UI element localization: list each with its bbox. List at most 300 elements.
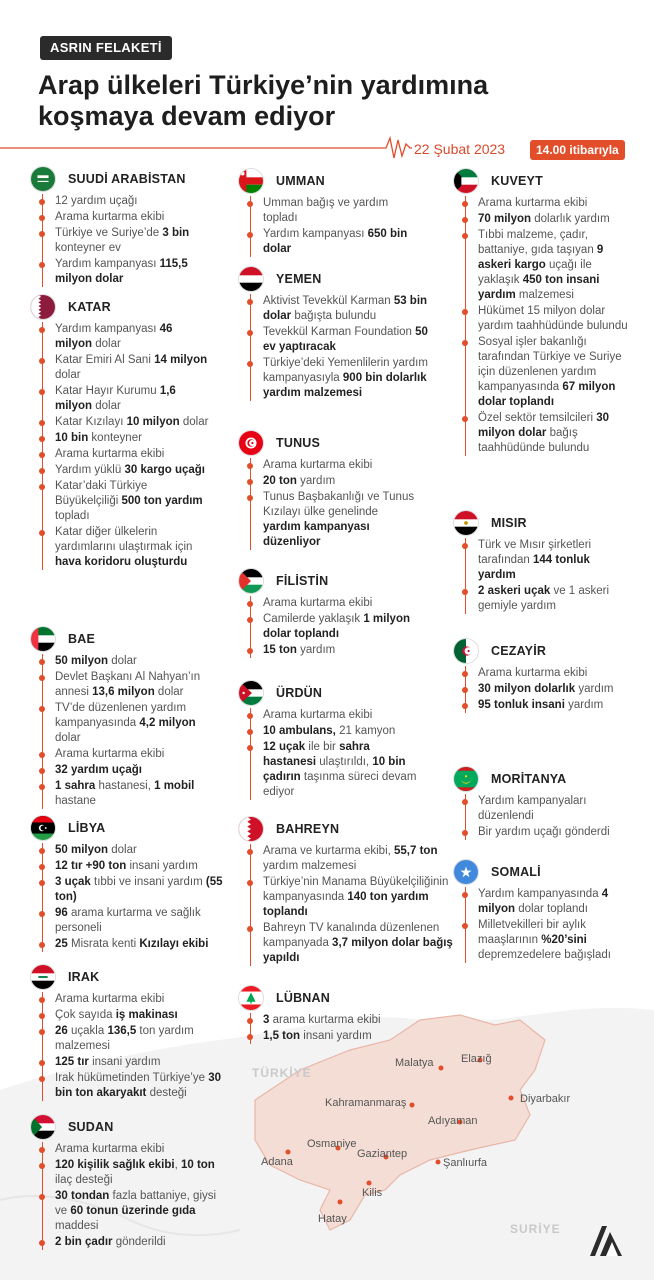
aid-highlight: 10 ton bbox=[180, 1159, 215, 1171]
aid-highlight: (55 ton) bbox=[55, 876, 223, 903]
country-block-katar bbox=[30, 294, 210, 571]
aid-highlight: 53 bin dolar bbox=[263, 295, 428, 322]
aid-text: gönderildi bbox=[112, 1236, 166, 1248]
aid-highlight: 3 bbox=[263, 1014, 270, 1026]
country-header bbox=[453, 638, 628, 664]
country-header bbox=[453, 859, 638, 885]
aid-item bbox=[55, 654, 220, 669]
aid-highlight: 140 ton yardım toplandı bbox=[263, 891, 429, 918]
aid-text: fazla battaniye, giysi ve bbox=[55, 1190, 217, 1217]
katar-flag-icon bbox=[30, 294, 56, 320]
map-label-turkiye: TÜRKİYE bbox=[252, 1066, 312, 1080]
aid-text: arama kurtarma ekibi bbox=[269, 1014, 381, 1026]
aid-item bbox=[263, 356, 438, 401]
country-block-yemen bbox=[238, 266, 438, 402]
map-label-malatya: Malatya bbox=[395, 1057, 434, 1069]
aid-item bbox=[55, 701, 220, 746]
bahreyn-flag-icon bbox=[238, 816, 264, 842]
aid-item bbox=[55, 843, 230, 858]
aid-text: Yardım kampanyası bbox=[55, 323, 160, 335]
country-header bbox=[453, 168, 628, 194]
aid-text: Arama kurtarma ekibi bbox=[55, 748, 165, 760]
aid-text: Arama kurtarma ekibi bbox=[55, 993, 165, 1005]
aid-highlight: 14 milyon bbox=[154, 354, 208, 366]
country-block-bae bbox=[30, 626, 220, 810]
aid-highlight: 60 tonun üzerinde gıda bbox=[70, 1205, 196, 1217]
country-block-cezayir bbox=[453, 638, 628, 714]
kuveyt-flag-icon bbox=[453, 168, 479, 194]
aid-highlight: Kızılayı ekibi bbox=[139, 938, 209, 950]
aid-item bbox=[55, 859, 230, 874]
country-header bbox=[238, 168, 418, 194]
aid-item bbox=[55, 1008, 230, 1023]
aid-text: ulaştırıldı, bbox=[316, 756, 373, 768]
aid-item bbox=[55, 670, 220, 700]
aid-list bbox=[465, 538, 628, 614]
map-label-diyarbakir: Diyarbakır bbox=[520, 1093, 571, 1105]
aid-text: hastanesi, bbox=[95, 780, 155, 792]
aid-list bbox=[42, 322, 210, 570]
aid-highlight: %20’sini bbox=[541, 934, 587, 946]
time-badge: 14.00 itibarıyla bbox=[530, 140, 625, 160]
aid-text: Arama kurtarma ekibi bbox=[478, 667, 588, 679]
aid-item bbox=[55, 1055, 230, 1070]
aid-highlight: 50 milyon bbox=[55, 655, 109, 667]
aid-text: Türkiye ve Suriye’de bbox=[55, 227, 163, 239]
aid-list bbox=[250, 596, 418, 658]
aid-item bbox=[55, 779, 220, 809]
aid-item bbox=[478, 918, 638, 963]
aid-text: , bbox=[174, 1159, 181, 1171]
aid-list bbox=[465, 666, 628, 713]
aid-text: Arama kurtarma ekibi bbox=[263, 459, 373, 471]
aid-text: uçağı ile yaklaşık bbox=[478, 259, 592, 286]
aid-text: dolar bbox=[108, 655, 137, 667]
aid-item bbox=[263, 612, 418, 642]
aid-item bbox=[478, 794, 643, 824]
aid-text: dolar toplandı bbox=[515, 903, 588, 915]
country-header bbox=[238, 680, 418, 706]
aid-list bbox=[42, 843, 230, 952]
aid-item bbox=[263, 708, 418, 723]
aid-item bbox=[55, 479, 210, 524]
country-header bbox=[30, 294, 210, 320]
aid-item bbox=[55, 415, 210, 430]
aid-text: uçakla bbox=[67, 1025, 108, 1037]
aid-item bbox=[55, 1142, 230, 1157]
country-block-irak bbox=[30, 964, 230, 1102]
aid-text: Bir yardım uçağı gönderdi bbox=[478, 826, 610, 838]
aid-text: dolar bbox=[55, 369, 81, 381]
aid-item bbox=[55, 226, 210, 256]
aid-item bbox=[478, 538, 628, 583]
aid-item bbox=[263, 227, 418, 257]
aid-text: yardım bbox=[296, 644, 336, 656]
aid-text: Arama kurtarma ekibi bbox=[478, 197, 588, 209]
aid-item bbox=[55, 194, 210, 209]
map-label-sanliurfa: Şanlıurfa bbox=[443, 1157, 488, 1169]
aid-text: 12 yardım uçağı bbox=[55, 195, 138, 207]
page-title bbox=[38, 70, 598, 132]
aid-text: Özel sektör temsilcileri bbox=[478, 412, 597, 424]
aid-list bbox=[250, 844, 458, 966]
aid-text: hastane bbox=[55, 795, 96, 807]
aid-text: desteği bbox=[146, 1087, 187, 1099]
aid-highlight: 115,5 milyon dolar bbox=[55, 258, 188, 285]
country-block-bahreyn bbox=[238, 816, 458, 967]
yemen-flag-icon bbox=[238, 266, 264, 292]
aid-item bbox=[55, 431, 210, 446]
country-header bbox=[238, 816, 458, 842]
country-name: KATAR bbox=[68, 300, 111, 314]
aid-highlight: 30 milyon dolar bbox=[478, 412, 610, 439]
aid-item bbox=[478, 304, 628, 334]
filistin-flag-icon bbox=[238, 568, 264, 594]
aid-list bbox=[250, 196, 418, 257]
country-header bbox=[238, 430, 418, 456]
country-name: LİBYA bbox=[68, 821, 106, 835]
aid-highlight: 1,5 ton bbox=[263, 1030, 301, 1042]
aid-item bbox=[55, 1071, 230, 1101]
aid-item bbox=[55, 447, 210, 462]
aid-highlight: 2 bin çadır bbox=[55, 1236, 113, 1248]
aid-text: tıbbi ve insani yardım bbox=[90, 876, 206, 888]
aid-text: Arama kurtarma ekibi bbox=[55, 211, 165, 223]
aid-text: Katar’daki Türkiye Büyükelçiliği bbox=[55, 480, 148, 507]
aid-list bbox=[465, 794, 643, 840]
aid-highlight: 30 kargo uçağı bbox=[124, 464, 205, 476]
aid-highlight: 1,6 milyon bbox=[55, 385, 176, 412]
aid-text: Umman bağış ve yardım topladı bbox=[263, 197, 389, 224]
aid-highlight: sahra hastanesi bbox=[263, 741, 370, 768]
aid-item bbox=[263, 724, 418, 739]
aid-text: Arama kurtarma ekibi bbox=[55, 448, 165, 460]
country-block-umman bbox=[238, 168, 418, 258]
aid-list bbox=[42, 654, 220, 809]
map-label-adana: Adana bbox=[261, 1156, 293, 1168]
aid-item bbox=[55, 525, 210, 570]
aid-item bbox=[263, 1029, 418, 1044]
aid-text: TV’de düzenlenen yardım kampanyasında bbox=[55, 702, 187, 729]
country-header bbox=[30, 166, 210, 192]
aid-text: Yardım kampanyası bbox=[263, 228, 368, 240]
aid-highlight: 50 ev yaptıracak bbox=[263, 326, 428, 353]
category-tag: ASRIN FELAKETİ bbox=[40, 36, 172, 60]
aid-highlight: 95 tonluk insani bbox=[478, 699, 565, 711]
aid-text: Yardım kampanyasında bbox=[478, 888, 602, 900]
map-label-hatay: Hatay bbox=[318, 1213, 347, 1225]
aid-text: malzemesi bbox=[515, 289, 574, 301]
aid-item bbox=[263, 325, 438, 355]
aid-highlight: 10 ambulans, bbox=[263, 725, 336, 737]
country-block-libya bbox=[30, 815, 230, 953]
aid-item bbox=[55, 906, 230, 936]
misir-flag-icon bbox=[453, 510, 479, 536]
aid-list bbox=[250, 294, 438, 401]
country-name: LÜBNAN bbox=[276, 991, 330, 1005]
aid-highlight: 450 ton insani yardım bbox=[478, 274, 600, 301]
aid-text: Türk ve Mısır şirketleri tarafından bbox=[478, 539, 592, 566]
aid-text: konteyner ev bbox=[55, 242, 121, 254]
aid-item bbox=[55, 992, 230, 1007]
aid-highlight: yardım kampanyası düzenliyor bbox=[263, 521, 370, 548]
country-block-tunus bbox=[238, 430, 418, 551]
aid-text: ilaç desteği bbox=[55, 1174, 113, 1186]
aid-item bbox=[55, 1024, 230, 1054]
aid-item bbox=[263, 740, 418, 800]
country-name: IRAK bbox=[68, 970, 100, 984]
aid-text: dolarlık yardım bbox=[531, 213, 610, 225]
aid-item bbox=[478, 411, 628, 456]
aid-highlight: 125 tır bbox=[55, 1056, 89, 1068]
aid-item bbox=[55, 1189, 230, 1234]
lubnan-flag-icon bbox=[238, 985, 264, 1011]
aid-item bbox=[55, 1235, 230, 1250]
aid-text: insani yardım bbox=[126, 860, 198, 872]
aid-highlight: 3 uçak bbox=[55, 876, 91, 888]
aid-item bbox=[263, 294, 438, 324]
aid-text: Çok sayıda bbox=[55, 1009, 116, 1021]
aid-text: ton yardım malzemesi bbox=[55, 1025, 194, 1052]
aid-list bbox=[42, 992, 230, 1101]
aid-highlight: 4,2 milyon bbox=[139, 717, 196, 729]
aid-text: Katar Hayır Kurumu bbox=[55, 385, 160, 397]
aid-text: dolar bbox=[108, 844, 137, 856]
aid-text: Arama ve kurtarma ekibi, bbox=[263, 845, 395, 857]
aid-item bbox=[55, 1158, 230, 1188]
aid-highlight: 9 askeri kargo bbox=[478, 244, 604, 271]
aid-item bbox=[478, 212, 628, 227]
country-header bbox=[30, 815, 230, 841]
aid-item bbox=[55, 257, 210, 287]
aid-text: Milletvekilleri bir aylık maaşlarının bbox=[478, 919, 586, 946]
country-header bbox=[30, 1114, 230, 1140]
map-label-osmaniye: Osmaniye bbox=[307, 1138, 357, 1150]
sudan-flag-icon bbox=[30, 1114, 56, 1140]
aid-item bbox=[263, 474, 418, 489]
aid-text: insani yardım bbox=[300, 1030, 372, 1042]
aid-text: dolar bbox=[179, 416, 209, 428]
country-name: ÜRDÜN bbox=[276, 686, 323, 700]
aid-highlight: 3,7 milyon dolar bağış yapıldı bbox=[263, 937, 453, 964]
country-header bbox=[238, 266, 438, 292]
moritanya-flag-icon bbox=[453, 766, 479, 792]
aid-list bbox=[465, 887, 638, 963]
country-header bbox=[30, 964, 230, 990]
aid-text: Tıbbi malzeme, çadır, battaniye, gıda taşıyan bbox=[478, 229, 597, 256]
aid-item bbox=[263, 490, 418, 550]
country-name: YEMEN bbox=[276, 272, 322, 286]
aid-item bbox=[55, 463, 210, 478]
aid-text: arama kurtarma ve sağlık personeli bbox=[55, 907, 201, 934]
aid-item bbox=[478, 196, 628, 211]
aid-item bbox=[263, 643, 418, 658]
aid-text: Arama kurtarma ekibi bbox=[263, 597, 373, 609]
country-header bbox=[238, 568, 418, 594]
aid-highlight: 26 bbox=[55, 1025, 68, 1037]
aid-text: Yardım kampanyaları düzenlendi bbox=[478, 795, 587, 822]
aid-item bbox=[55, 937, 230, 952]
aid-item bbox=[263, 458, 418, 473]
aid-highlight: 30 bin ton akaryakıt bbox=[55, 1072, 221, 1099]
country-name: CEZAYİR bbox=[491, 644, 547, 658]
country-block-urdun bbox=[238, 680, 418, 801]
country-name: KUVEYT bbox=[491, 174, 543, 188]
aid-text: Bahreyn TV kanalında düzenlenen kampanyada bbox=[263, 922, 440, 949]
aid-text: Misrata kenti bbox=[67, 938, 140, 950]
aid-text: depremzedelere bağışladı bbox=[478, 949, 611, 961]
aid-item bbox=[263, 596, 418, 611]
aid-text: Katar diğer ülkelerin yardımlarını ulaştırmak için bbox=[55, 526, 193, 553]
aid-item bbox=[478, 228, 628, 303]
aid-highlight: 30 tondan bbox=[55, 1190, 110, 1202]
aid-highlight: 50 milyon bbox=[55, 844, 109, 856]
aid-item bbox=[478, 584, 628, 614]
libya-flag-icon bbox=[30, 815, 56, 841]
aid-item bbox=[263, 196, 418, 226]
aid-highlight: 500 ton yardım bbox=[121, 495, 203, 507]
country-name: MORİTANYA bbox=[491, 772, 567, 786]
aid-item bbox=[55, 875, 230, 905]
aid-highlight: 32 yardım uçağı bbox=[55, 764, 142, 776]
country-name: UMMAN bbox=[276, 174, 325, 188]
aid-list bbox=[42, 1142, 230, 1250]
map-label-suriye: SURİYE bbox=[510, 1222, 561, 1236]
aid-item bbox=[478, 682, 628, 697]
aid-item bbox=[263, 875, 458, 920]
aid-highlight: 1 sahra bbox=[55, 780, 96, 792]
aid-highlight: 10 milyon bbox=[126, 416, 180, 428]
cezayir-flag-icon bbox=[453, 638, 479, 664]
country-block-misir bbox=[453, 510, 628, 615]
aid-highlight: 10 bin çadırın bbox=[263, 756, 406, 783]
aid-highlight: 120 kişilik sağlık ekibi bbox=[55, 1159, 175, 1171]
aid-item bbox=[55, 763, 220, 778]
aid-text: yardım malzemesi bbox=[263, 860, 357, 872]
aid-text: ve 1 askeri gemiyle yardım bbox=[478, 585, 610, 612]
aid-highlight: 15 ton bbox=[263, 644, 297, 656]
aid-text: insani yardım bbox=[88, 1056, 161, 1068]
country-block-lubnan bbox=[238, 985, 418, 1045]
map-label-kilis: Kilis bbox=[362, 1187, 383, 1199]
aid-item bbox=[478, 887, 638, 917]
aid-highlight: 136,5 bbox=[107, 1025, 137, 1037]
country-block-sudan bbox=[30, 1114, 230, 1251]
aid-highlight: 20 ton bbox=[263, 475, 297, 487]
aid-text: yardım bbox=[575, 683, 614, 695]
aid-highlight: 3 bin bbox=[162, 227, 190, 239]
aid-list bbox=[465, 196, 628, 456]
aid-item bbox=[55, 322, 210, 352]
aid-item bbox=[263, 921, 458, 966]
somali-flag-icon bbox=[453, 859, 479, 885]
tunus-flag-icon bbox=[238, 430, 264, 456]
aid-text: Yardım yüklü bbox=[55, 464, 125, 476]
aid-text: Arama kurtarma ekibi bbox=[55, 1143, 165, 1155]
country-header bbox=[453, 766, 643, 792]
map-label-adiyaman: Adıyaman bbox=[428, 1115, 478, 1127]
aid-text: Türkiye’nin Manama Büyükelçiliğinin kampanyasında bbox=[263, 876, 449, 903]
aid-highlight: 67 milyon dolar toplandı bbox=[478, 381, 616, 408]
aid-text: Irak hükümetinden Türkiye’ye bbox=[55, 1072, 209, 1084]
aid-text: taşınma süreci devam ediyor bbox=[263, 771, 417, 798]
aid-highlight: 900 bin dolarlık yardım malzemesi bbox=[263, 372, 427, 399]
aid-item bbox=[55, 353, 210, 383]
aid-highlight: 10 bin bbox=[55, 432, 89, 444]
aid-text: topladı bbox=[55, 510, 90, 522]
title-line-2: koşmaya devam ediyor bbox=[38, 101, 336, 131]
aid-text: Tevekkül Karman Foundation bbox=[263, 326, 416, 338]
aid-item bbox=[263, 844, 458, 874]
urdun-flag-icon bbox=[238, 680, 264, 706]
aid-highlight: 46 milyon bbox=[55, 323, 173, 350]
country-header bbox=[238, 985, 418, 1011]
aid-item bbox=[478, 698, 628, 713]
suudi-flag-icon bbox=[30, 166, 56, 192]
country-block-filistin bbox=[238, 568, 418, 659]
map-label-kahramanmaras: Kahramanmaraş bbox=[325, 1097, 407, 1109]
aid-highlight: 12 uçak bbox=[263, 741, 306, 753]
irak-flag-icon bbox=[30, 964, 56, 990]
aid-item bbox=[478, 335, 628, 410]
country-name: SUUDİ ARABİSTAN bbox=[68, 172, 186, 186]
aid-highlight: 25 bbox=[55, 938, 68, 950]
aid-highlight: 4 milyon bbox=[478, 888, 609, 915]
aid-highlight: 1 mobil bbox=[154, 780, 195, 792]
aid-text: 21 kamyon bbox=[335, 725, 396, 737]
aid-item bbox=[55, 747, 220, 762]
aid-highlight: 13,6 milyon bbox=[92, 686, 155, 698]
aid-text: Arama kurtarma ekibi bbox=[263, 709, 373, 721]
aid-highlight: hava koridoru oluşturdu bbox=[55, 556, 188, 568]
aid-text: ile bir bbox=[305, 741, 340, 753]
country-block-suudi bbox=[30, 166, 210, 288]
aid-text: maddesi bbox=[55, 1220, 99, 1232]
aid-text: Hükümet 15 milyon dolar yardım taahhüdünde bulundu bbox=[478, 305, 628, 332]
aid-text: Yardım kampanyası bbox=[55, 258, 160, 270]
aid-text: Katar Kızılayı bbox=[55, 416, 127, 428]
aid-highlight: 2 askeri uçak bbox=[478, 585, 551, 597]
aid-text: yardım bbox=[296, 475, 336, 487]
aid-item bbox=[478, 666, 628, 681]
aid-highlight: 70 milyon bbox=[478, 213, 532, 225]
aid-item bbox=[478, 825, 643, 840]
aid-highlight: 30 milyon dolarlık bbox=[478, 683, 576, 695]
bae-flag-icon bbox=[30, 626, 56, 652]
country-name: TUNUS bbox=[276, 436, 321, 450]
aid-highlight: 55,7 ton bbox=[394, 845, 438, 857]
aid-text: Türkiye’deki Yemenlilerin yardım kampanyasıyla bbox=[263, 357, 428, 384]
map-label-elazig: Elazığ bbox=[461, 1053, 492, 1065]
aa-logo bbox=[584, 1220, 628, 1260]
aid-highlight: 1 milyon dolar toplandı bbox=[263, 613, 410, 640]
aid-text: yardım bbox=[564, 699, 604, 711]
aid-list bbox=[250, 1013, 418, 1044]
aid-highlight: iş makinası bbox=[115, 1009, 178, 1021]
title-line-1: Arap ülkeleri Türkiye’nin yardımına bbox=[38, 70, 489, 100]
aid-highlight: 96 bbox=[55, 907, 68, 919]
date-label: 22 Şubat 2023 bbox=[414, 141, 506, 157]
umman-flag-icon bbox=[238, 168, 264, 194]
country-block-somali bbox=[453, 859, 638, 964]
aid-text: dolar bbox=[92, 400, 121, 412]
aid-highlight: 650 bin dolar bbox=[263, 228, 408, 255]
country-name: MISIR bbox=[491, 516, 527, 530]
aid-text: konteyner bbox=[88, 432, 142, 444]
aid-text: Tunus Başbakanlığı ve Tunus Kızılayı ülke genelinde bbox=[263, 491, 415, 518]
aid-text: dolar bbox=[154, 686, 184, 698]
aid-item bbox=[55, 384, 210, 414]
